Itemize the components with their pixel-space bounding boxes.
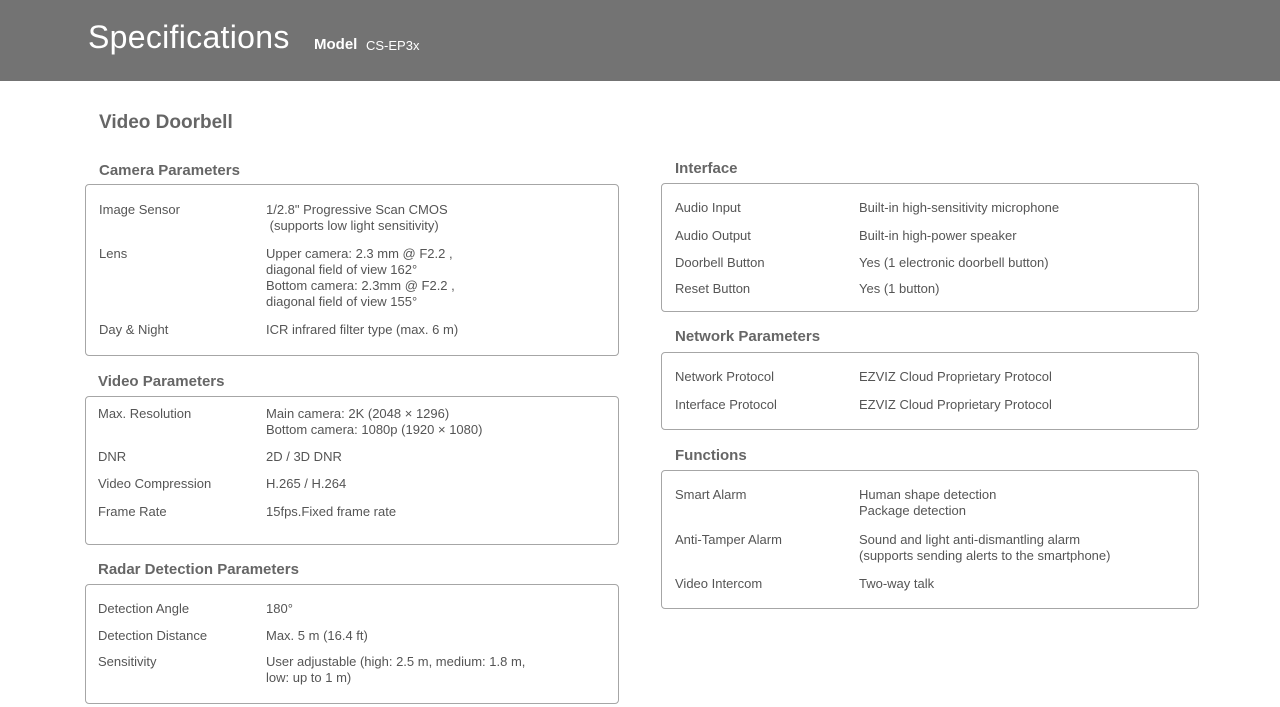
section-title-network: Network Parameters <box>675 328 821 345</box>
spec-box-functions <box>661 470 1199 609</box>
spec-value: EZVIZ Cloud Proprietary Protocol <box>859 369 1052 384</box>
spec-value: Built-in high-power speaker <box>859 228 1017 243</box>
spec-key: Doorbell Button <box>675 255 765 270</box>
model-label: Model <box>314 36 358 53</box>
spec-key: Smart Alarm <box>675 487 747 502</box>
spec-value: Yes (1 button) <box>859 281 940 296</box>
section-title-video: Video Parameters <box>98 373 225 390</box>
section-title-functions: Functions <box>675 447 747 464</box>
spec-value: 1/2.8" Progressive Scan CMOS (supports low light sensitivity) <box>266 202 448 233</box>
spec-key: Detection Angle <box>98 601 190 616</box>
spec-key: Audio Output <box>675 228 751 243</box>
spec-key: Frame Rate <box>98 504 167 519</box>
spec-key: Reset Button <box>675 281 751 296</box>
spec-key: Image Sensor <box>99 202 180 217</box>
page-title: Specifications <box>88 19 290 55</box>
spec-value: 2D / 3D DNR <box>266 449 342 464</box>
spec-key: Interface Protocol <box>675 397 777 412</box>
spec-key: Audio Input <box>675 200 741 215</box>
spec-value: 15fps.Fixed frame rate <box>266 504 397 519</box>
spec-key: Detection Distance <box>98 628 208 643</box>
spec-value: Two-way talk <box>859 576 935 591</box>
spec-key: Video Intercom <box>675 576 763 591</box>
section-title-interface: Interface <box>675 160 738 177</box>
spec-key: Anti-Tamper Alarm <box>675 532 782 547</box>
model-value: CS-EP3x <box>366 38 420 53</box>
spec-key: Max. Resolution <box>98 406 192 421</box>
spec-key: Sensitivity <box>98 654 157 669</box>
spec-box-video <box>85 396 619 545</box>
spec-value: H.265 / H.264 <box>266 476 347 491</box>
spec-box-network <box>661 352 1199 430</box>
spec-value: Upper camera: 2.3 mm @ F2.2 , diagonal field of view 162° Bottom camera: 2.3mm @ F2.2 , diagonal field of view 155° <box>266 246 455 309</box>
spec-value: Built-in high-sensitivity microphone <box>859 200 1060 215</box>
spec-key: Lens <box>99 246 128 261</box>
section-title-camera: Camera Parameters <box>99 162 240 179</box>
spec-box-interface <box>661 183 1199 312</box>
spec-value: EZVIZ Cloud Proprietary Protocol <box>859 397 1052 412</box>
spec-key: Day & Night <box>99 322 169 337</box>
spec-key: DNR <box>98 449 127 464</box>
spec-box-radar <box>85 584 619 704</box>
product-title: Video Doorbell <box>99 112 233 133</box>
spec-box-camera <box>85 184 619 356</box>
spec-value: Max. 5 m (16.4 ft) <box>266 628 368 643</box>
spec-value: User adjustable (high: 2.5 m, medium: 1.8 m, low: up to 1 m) <box>266 654 526 685</box>
spec-value: Sound and light anti-dismantling alarm (supports sending alerts to the smartphone) <box>859 532 1111 563</box>
spec-value: ICR infrared filter type (max. 6 m) <box>266 322 459 337</box>
spec-value: Yes (1 electronic doorbell button) <box>859 255 1049 270</box>
spec-value: Human shape detection Package detection <box>859 487 997 518</box>
spec-key: Network Protocol <box>675 369 774 384</box>
spec-value: 180° <box>266 601 293 616</box>
spec-value: Main camera: 2K (2048 × 1296) Bottom camera: 1080p (1920 × 1080) <box>266 406 483 437</box>
section-title-radar: Radar Detection Parameters <box>98 561 299 578</box>
spec-key: Video Compression <box>98 476 212 491</box>
header-bar <box>0 0 1280 81</box>
